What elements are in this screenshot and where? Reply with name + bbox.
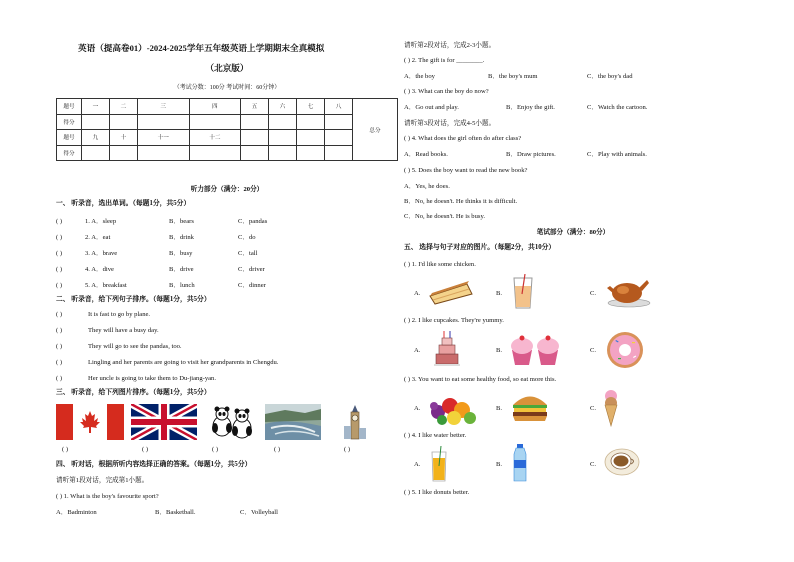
option-b: B．drive (169, 266, 194, 273)
section2-title: 二、 听录音，给下列句子排序。（每题1分，共5分） (56, 296, 211, 303)
score-blank (297, 130, 325, 146)
option-c: C．Watch the cartoon. (587, 104, 648, 111)
choice-c-label: C. (590, 347, 597, 354)
score-blank (324, 145, 352, 161)
answer-paren[interactable]: ( ) (56, 343, 63, 350)
coffee-cup-image (604, 448, 640, 476)
option-b: B．drink (169, 234, 194, 241)
score-blank[interactable] (189, 114, 241, 130)
section4-title: 四、 听对话，根据所听内容选择正确的答案。（每题1分，共5分） (56, 461, 252, 468)
answer-paren[interactable]: ( ) (56, 266, 63, 273)
question: ( ) 3. What can the boy do now? (404, 88, 489, 95)
dialogue-intro: 请听第1段对话，完成第1小题。 (56, 477, 149, 484)
score-cell: 二 (109, 99, 137, 115)
option-a: 5. A．breakfast (85, 282, 127, 289)
option-c: C．Volleyball (240, 509, 278, 516)
written-header: 笔试部分（满分：80分） (536, 229, 610, 236)
roast-chicken-image (605, 274, 651, 308)
score-cell: 七 (297, 99, 325, 115)
option-a: A．Yes, he does. (404, 183, 450, 190)
picture-answer-paren[interactable]: ( ) (274, 446, 281, 453)
answer-paren[interactable]: ( ) (56, 311, 63, 318)
score-cell: 十 (109, 130, 137, 146)
score-blank (269, 130, 297, 146)
exam-info: （考试分数：100分 考试时间：60分钟） (173, 85, 281, 91)
option-c: C．tall (238, 250, 258, 257)
option-a: 1. A．sleep (85, 218, 117, 225)
question: ( ) 2. The gift is for ________. (404, 57, 485, 64)
option-c: C．Play with animals. (587, 151, 647, 158)
answer-paren[interactable]: ( ) (56, 359, 63, 366)
answer-paren[interactable]: ( ) (56, 250, 63, 257)
listening-header: 听力部分（满分：20分） (190, 186, 264, 193)
score-blank[interactable] (82, 145, 110, 161)
score-blank[interactable] (189, 145, 241, 161)
score-cell: 十二 (189, 130, 241, 146)
section1-title: 一、 听录音，选出单词。（每题1分，共5分） (56, 200, 191, 207)
option-a: A．Go out and play. (404, 104, 459, 111)
score-cell: 五 (241, 99, 269, 115)
score-blank[interactable] (137, 145, 189, 161)
question: ( ) 5. I like donuts better. (404, 489, 470, 496)
answer-paren[interactable]: ( ) (56, 218, 63, 225)
score-blank[interactable] (82, 114, 110, 130)
choice-c-label: C. (590, 461, 597, 468)
total-score-cell: 总分 (353, 99, 398, 161)
choice-c-label: C. (590, 405, 597, 412)
section3-title: 三、 听录音，给下列图片排序。（每题1分，共5分） (56, 389, 211, 396)
score-blank (241, 145, 269, 161)
cupcakes-image (509, 334, 561, 366)
question: ( ) 1. I'd like some chicken. (404, 261, 476, 268)
sentence: Her uncle is going to take them to Du-jiang-yan. (88, 375, 216, 382)
option-a: A．Read books. (404, 151, 448, 158)
option-a: A．Badminton (56, 509, 97, 516)
cake-slice-image (427, 276, 475, 306)
score-blank (324, 130, 352, 146)
option-b: B．No, he doesn't. He thinks it is difficult. (404, 198, 518, 205)
orange-juice-image (430, 446, 448, 482)
option-a: A．the boy (404, 73, 435, 80)
ice-cream-image (602, 388, 620, 428)
score-blank[interactable] (137, 114, 189, 130)
choice-b-label: B. (496, 347, 503, 354)
option-b: B．Enjoy the gift. (506, 104, 555, 111)
choice-c-label: C. (590, 290, 597, 297)
option-c: C．do (238, 234, 256, 241)
score-cell: 得分 (57, 114, 82, 130)
dujiangyan-image (265, 404, 321, 440)
question: ( ) 1. What is the boy's favourite sport? (56, 493, 159, 500)
score-cell: 十一 (137, 130, 189, 146)
birthday-cake-image (432, 328, 462, 368)
water-bottle-image (512, 444, 528, 482)
option-b: B．the boy's mum (488, 73, 538, 80)
answer-paren[interactable]: ( ) (56, 375, 63, 382)
score-cell: 四 (189, 99, 241, 115)
exam-title: 英语（提高卷01）-2024-2025学年五年级英语上学期期末全真模拟 (78, 43, 325, 53)
uk-flag-image (131, 404, 197, 440)
score-table (56, 98, 398, 161)
sentence: It is fast to go by plane. (88, 311, 151, 318)
option-b: B．Draw pictures. (506, 151, 556, 158)
dialogue-intro: 请听第2段对话，完成2-3小题。 (404, 42, 496, 49)
answer-paren[interactable]: ( ) (56, 282, 63, 289)
score-blank[interactable] (109, 114, 137, 130)
score-cell: 题号 (57, 99, 82, 115)
option-b: B．bears (169, 218, 194, 225)
score-blank (241, 130, 269, 146)
picture-answer-paren[interactable]: ( ) (344, 446, 351, 453)
juice-glass-image (510, 274, 536, 310)
sentence: They will have a busy day. (88, 327, 159, 334)
hamburger-image (511, 392, 549, 422)
section5-title: 五、 选择与句子对应的图片。（每题2分，共10分） (404, 244, 556, 251)
option-c: C．pandas (238, 218, 268, 225)
choice-b-label: B. (496, 405, 503, 412)
score-cell: 题号 (57, 130, 82, 146)
picture-answer-paren[interactable]: ( ) (212, 446, 219, 453)
score-cell: 一 (82, 99, 110, 115)
fruits-image (428, 390, 478, 426)
donut-image (604, 330, 646, 370)
score-blank (297, 145, 325, 161)
option-b: B．busy (169, 250, 193, 257)
choice-b-label: B. (496, 461, 503, 468)
choice-a-label: A. (414, 405, 421, 412)
option-c: C．driver (238, 266, 265, 273)
option-a: 2. A．eat (85, 234, 111, 241)
score-cell: 三 (137, 99, 189, 115)
option-c: C．No, he doesn't. He is busy. (404, 213, 485, 220)
choice-a-label: A. (414, 461, 421, 468)
option-a: 4. A．dive (85, 266, 114, 273)
question: ( ) 4. I like water better. (404, 432, 467, 439)
sentence: Lingling and her parents are going to visit her grandparents in Chengdu. (88, 359, 279, 366)
pandas-image (210, 404, 254, 440)
score-blank (269, 145, 297, 161)
picture-answer-paren[interactable]: ( ) (142, 446, 149, 453)
big-ben-image (340, 404, 370, 440)
dialogue-intro: 请听第3段对话，完成4-5小题。 (404, 120, 496, 127)
option-c: C．dinner (238, 282, 266, 289)
score-cell: 九 (82, 130, 110, 146)
option-b: B．lunch (169, 282, 195, 289)
score-blank[interactable] (269, 114, 297, 130)
exam-subtitle: （北京版） (205, 63, 249, 73)
score-cell: 六 (269, 99, 297, 115)
answer-paren[interactable]: ( ) (56, 327, 63, 334)
question: ( ) 5. Does the boy want to read the new book? (404, 167, 528, 174)
canada-flag-image (56, 404, 124, 440)
option-c: C．the boy's dad (587, 73, 633, 80)
score-blank[interactable] (109, 145, 137, 161)
score-blank[interactable] (241, 114, 269, 130)
choice-a-label: A. (414, 290, 421, 297)
question: ( ) 4. What does the girl often do after class? (404, 135, 522, 142)
score-cell: 八 (324, 99, 352, 115)
choice-b-label: B. (496, 290, 503, 297)
question: ( ) 2. I like cupcakes. They're yummy. (404, 317, 504, 324)
question: ( ) 3. You want to eat some healthy food, so eat more this. (404, 376, 557, 383)
option-b: B．Basketball. (155, 509, 196, 516)
choice-a-label: A. (414, 347, 421, 354)
score-blank[interactable] (324, 114, 352, 130)
answer-paren[interactable]: ( ) (56, 234, 63, 241)
sentence: They will go to see the pandas, too. (88, 343, 182, 350)
picture-answer-paren[interactable]: ( ) (62, 446, 69, 453)
score-blank[interactable] (297, 114, 325, 130)
option-a: 3. A．brave (85, 250, 118, 257)
score-cell: 得分 (57, 145, 82, 161)
